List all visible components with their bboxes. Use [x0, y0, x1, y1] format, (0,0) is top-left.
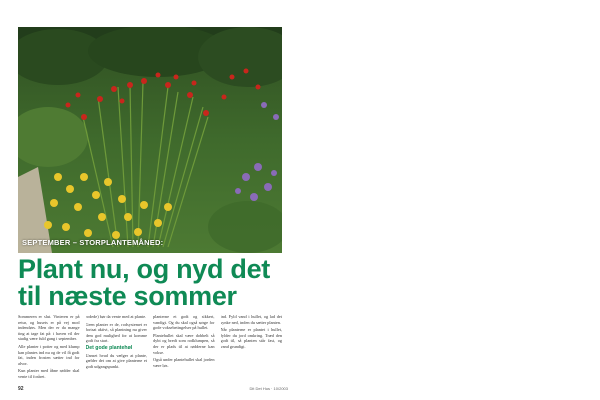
paragraph: ind. Fyld vand i hullet, og lad det synke ned, inden du sætter planten. — [220, 314, 282, 325]
paragraph: Uanset hvad du vælger at plante, gælder det om at give planterne et godt udgangspunkt. — [85, 352, 147, 369]
body-column-3 — [153, 314, 215, 384]
paragraph: Alle planter i potter og med klump kan plantes ind nu og de vil få godt fat, inden frosten sætter ind for alvor. — [18, 343, 80, 366]
body-column-4 — [221, 314, 283, 384]
paragraph: Sommeren er slut. Vinteren er på retur, og husets er på vej mod indendørs. Men der er da mange ting at tage fat på: i haven vil der stadig være fuld gang i september. — [18, 314, 80, 342]
page-number: 92 — [18, 386, 24, 392]
section-kicker: SEPTEMBER – STORPLANTEMÅNED: — [22, 238, 164, 247]
page-footer: Dit Det Hus · 10/2003 — [249, 386, 288, 391]
headline-line-2: til næste sommer — [18, 281, 237, 311]
headline — [18, 256, 288, 310]
paragraph: Plantehullet skal være dobbelt så dybt og bredt som rodklumpen, så der er plads til at rødderne kan vokse. — [153, 332, 215, 355]
paragraph: rodede) bør da vente med at plante. — [85, 314, 147, 319]
body-column-1 — [18, 314, 80, 384]
paragraph: Også under plantehullet skal jorden være løs. — [153, 357, 215, 368]
garden-photo — [18, 27, 282, 253]
paragraph: Geen planter er de, rodsystemet er fortsat aktivt, så plantning nu giver dem god mulighed for at komme godt fra start. — [85, 321, 147, 344]
paragraph: Kun planter med åbne rødder skal vente til foråret. — [18, 368, 80, 379]
paragraph: planterne et godt og sikkert, vandigt. Og du skal også sørge for gode voksebetingelser på hullet. — [153, 314, 215, 331]
paragraph: Når planterne er plantet i hullet, fylder du jord omkring. Træd den godt til, så planten står fast, og vand grundigt. — [220, 327, 282, 349]
body-column-2 — [86, 314, 148, 384]
headline-line-1: Plant nu, og nyd det — [18, 254, 270, 284]
garden-illustration — [18, 27, 282, 253]
body-columns — [18, 314, 282, 384]
subheading: Det gode plantehøl — [85, 344, 133, 351]
